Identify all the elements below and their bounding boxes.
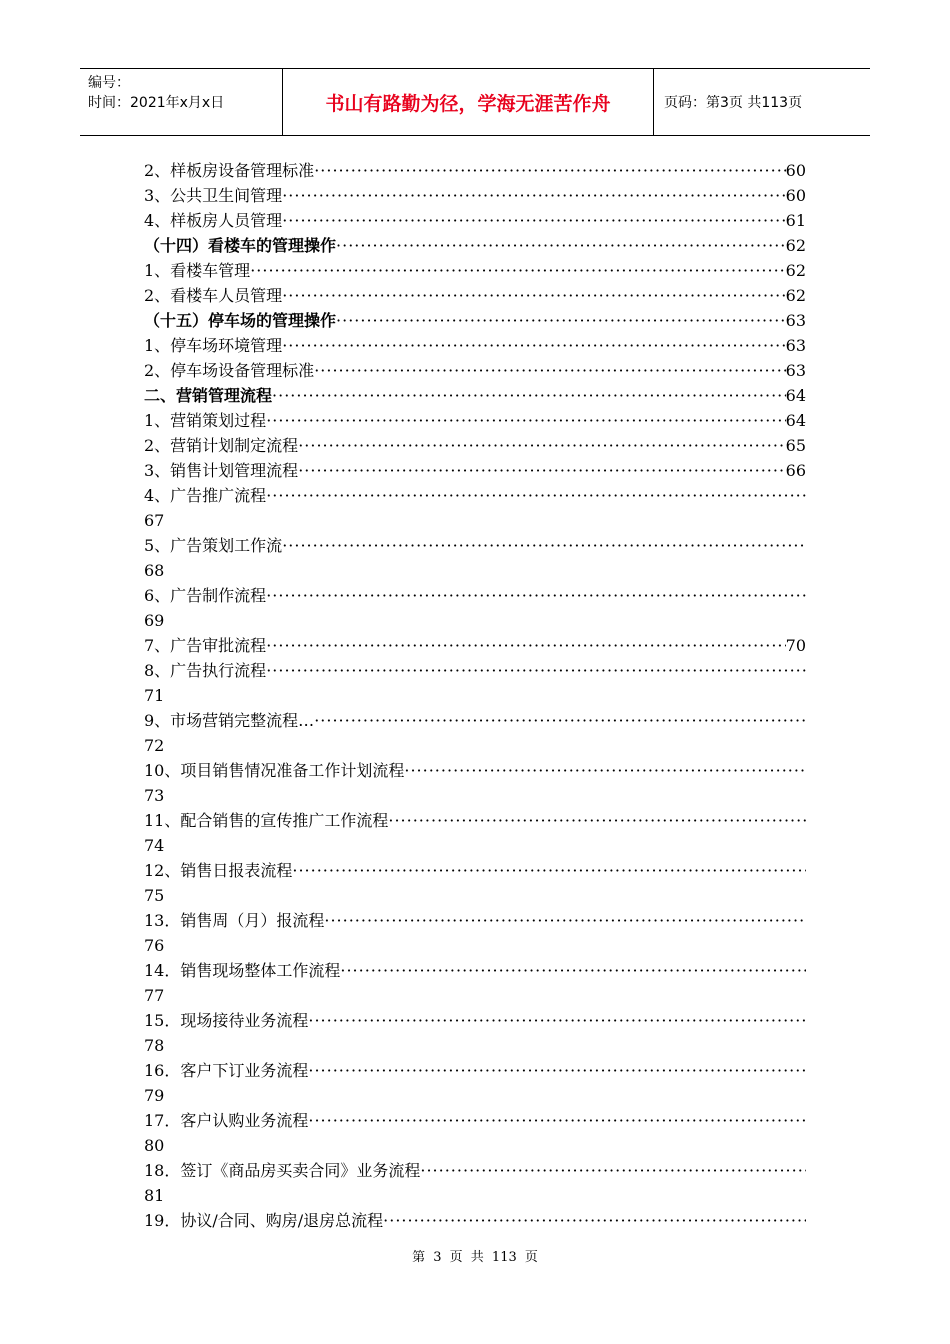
header-motto: 书山有路勤为径，学海无涯苦作舟 — [325, 92, 611, 115]
toc-entry[interactable] — [144, 308, 806, 333]
toc-entry[interactable] — [144, 158, 806, 183]
toc-entry[interactable] — [144, 633, 806, 658]
toc-entry-page: 72 — [144, 736, 165, 755]
toc-entry-title: 4、样板房人员管理 — [144, 211, 283, 230]
toc-leader-dots — [383, 1208, 806, 1233]
toc-entry[interactable] — [144, 958, 806, 1008]
toc-entry-title: 18．签订《商品房买卖合同》业务流程 — [144, 1161, 421, 1180]
header-meta — [80, 69, 282, 135]
toc-entry-page: 63 — [785, 361, 806, 380]
toc-entry-page: 65 — [785, 436, 806, 455]
toc-leader-dots — [292, 858, 806, 883]
toc-entry-page: 63 — [785, 336, 806, 355]
toc-leader-dots — [266, 483, 806, 508]
toc-entry-page: 81 — [144, 1186, 165, 1205]
toc-entry-title: 2、看楼车人员管理 — [144, 286, 283, 305]
toc-entry[interactable] — [144, 708, 806, 758]
toc-leader-dots — [336, 308, 786, 333]
toc-entry-title: 15．现场接待业务流程 — [144, 1011, 309, 1030]
toc-entry[interactable] — [144, 533, 806, 583]
toc-entry[interactable] — [144, 1108, 806, 1158]
toc-entry[interactable] — [144, 1208, 806, 1233]
toc-leader-dots — [282, 333, 785, 358]
toc-entry[interactable] — [144, 908, 806, 958]
toc-entry[interactable] — [144, 458, 806, 483]
toc-entry-page: 69 — [144, 611, 165, 630]
toc-entry[interactable] — [144, 383, 806, 408]
toc-entry[interactable] — [144, 258, 806, 283]
toc-entry-title: 8、广告执行流程 — [144, 661, 267, 680]
toc-entry-page: 61 — [785, 211, 806, 230]
toc-leader-dots — [308, 1108, 806, 1133]
toc-entry-page: 64 — [785, 386, 806, 405]
toc-entry-title: 11、配合销售的宣传推广工作流程 — [144, 811, 389, 830]
toc-leader-dots — [340, 958, 806, 983]
toc-entry-title: 7、广告审批流程 — [144, 636, 267, 655]
toc-leader-dots — [420, 1158, 806, 1183]
toc-entry-page: 62 — [785, 236, 806, 255]
toc-leader-dots — [298, 458, 785, 483]
toc-leader-dots — [336, 233, 786, 258]
toc-entry[interactable] — [144, 1058, 806, 1108]
toc-leader-dots — [282, 208, 785, 233]
toc-entry[interactable] — [144, 283, 806, 308]
toc-leader-dots — [404, 758, 806, 783]
toc-entry-title: 14．销售现场整体工作流程 — [144, 961, 341, 980]
toc-entry-title: 10、项目销售情况准备工作计划流程 — [144, 761, 405, 780]
toc-entry-page: 60 — [785, 186, 806, 205]
toc-entry-page: 60 — [785, 161, 806, 180]
toc-entry[interactable] — [144, 233, 806, 258]
toc-entry-title: 1、看楼车管理 — [144, 261, 251, 280]
toc-leader-dots — [282, 183, 785, 208]
toc-entry-title: 12、销售日报表流程 — [144, 861, 293, 880]
toc-entry-title: 2、样板房设备管理标准 — [144, 161, 315, 180]
toc-leader-dots — [324, 908, 806, 933]
toc-entry-page: 70 — [785, 636, 806, 655]
toc-entry-page: 77 — [144, 986, 165, 1005]
toc-entry[interactable] — [144, 858, 806, 908]
toc-entry[interactable] — [144, 408, 806, 433]
toc-entry[interactable] — [144, 433, 806, 458]
toc-entry-page: 71 — [144, 686, 165, 705]
toc-entry[interactable] — [144, 483, 806, 533]
toc-leader-dots — [282, 533, 806, 558]
toc-entry[interactable] — [144, 183, 806, 208]
toc-leader-dots — [266, 633, 785, 658]
toc-leader-dots — [308, 1008, 806, 1033]
toc-entry[interactable] — [144, 808, 806, 858]
toc-leader-dots — [266, 658, 806, 683]
header-motto-cell — [282, 69, 654, 135]
toc-entry-title: 17．客户认购业务流程 — [144, 1111, 309, 1130]
toc-entry-page: 78 — [144, 1036, 165, 1055]
toc-entry-page: 80 — [144, 1136, 165, 1155]
toc-leader-dots — [388, 808, 806, 833]
toc-entry-page: 76 — [144, 936, 165, 955]
toc-entry[interactable] — [144, 333, 806, 358]
toc-entry-title: 1、营销策划过程 — [144, 411, 267, 430]
page-footer: 第 3 页 共 113 页 — [412, 1250, 538, 1265]
toc-entry-title: 19．协议/合同、购房/退房总流程 — [144, 1211, 384, 1230]
toc-leader-dots — [266, 408, 785, 433]
toc-entry-title: 二、营销管理流程 — [144, 386, 273, 405]
toc-leader-dots — [266, 583, 806, 608]
toc-leader-dots — [272, 383, 786, 408]
toc-entry-page: 64 — [785, 411, 806, 430]
toc-leader-dots — [314, 358, 785, 383]
toc-leader-dots — [298, 433, 785, 458]
toc-entry-title: 13．销售周（月）报流程 — [144, 911, 325, 930]
toc-entry-page: 79 — [144, 1086, 165, 1105]
toc-leader-dots — [314, 158, 785, 183]
toc-entry[interactable] — [144, 208, 806, 233]
toc-leader-dots — [314, 708, 806, 733]
toc-entry[interactable] — [144, 758, 806, 808]
toc-entry[interactable] — [144, 658, 806, 708]
toc-entry-title: 2、营销计划制定流程 — [144, 436, 299, 455]
table-of-contents — [144, 158, 806, 1233]
toc-leader-dots — [308, 1058, 806, 1083]
toc-entry[interactable] — [144, 1008, 806, 1058]
toc-entry-title: 5、广告策划工作流 — [144, 536, 283, 555]
toc-entry-title: 6、广告制作流程 — [144, 586, 267, 605]
toc-entry[interactable] — [144, 358, 806, 383]
toc-entry-title: 2、停车场设备管理标准 — [144, 361, 315, 380]
toc-entry-page: 62 — [785, 261, 806, 280]
toc-entry-page: 74 — [144, 836, 165, 855]
toc-entry-page: 68 — [144, 561, 165, 580]
toc-leader-dots — [282, 283, 785, 308]
toc-entry-page: 63 — [785, 311, 806, 330]
toc-entry-title: 3、公共卫生间管理 — [144, 186, 283, 205]
toc-entry-title: 1、停车场环境管理 — [144, 336, 283, 355]
toc-entry[interactable] — [144, 1158, 806, 1208]
page-header — [80, 68, 870, 136]
toc-entry-title: 9、市场营销完整流程… — [144, 711, 315, 730]
toc-entry-page: 75 — [144, 886, 165, 905]
toc-entry-title: 3、销售计划管理流程 — [144, 461, 299, 480]
toc-entry-page: 62 — [785, 286, 806, 305]
toc-leader-dots — [250, 258, 785, 283]
toc-entry-title: 16．客户下订业务流程 — [144, 1061, 309, 1080]
header-page-info: 页码：第3页 共113页 — [664, 95, 803, 111]
document-number-label: 编号： — [88, 75, 130, 91]
toc-entry-page: 67 — [144, 511, 165, 530]
toc-entry[interactable] — [144, 583, 806, 633]
toc-entry-title: （十四）看楼车的管理操作 — [144, 236, 337, 255]
document-time: 时间：2021年x月x日 — [88, 95, 225, 111]
toc-entry-title: （十五）停车场的管理操作 — [144, 311, 337, 330]
toc-entry-page: 73 — [144, 786, 165, 805]
header-page-cell — [654, 69, 870, 135]
toc-entry-title: 4、广告推广流程 — [144, 486, 267, 505]
toc-entry-page: 66 — [785, 461, 806, 480]
